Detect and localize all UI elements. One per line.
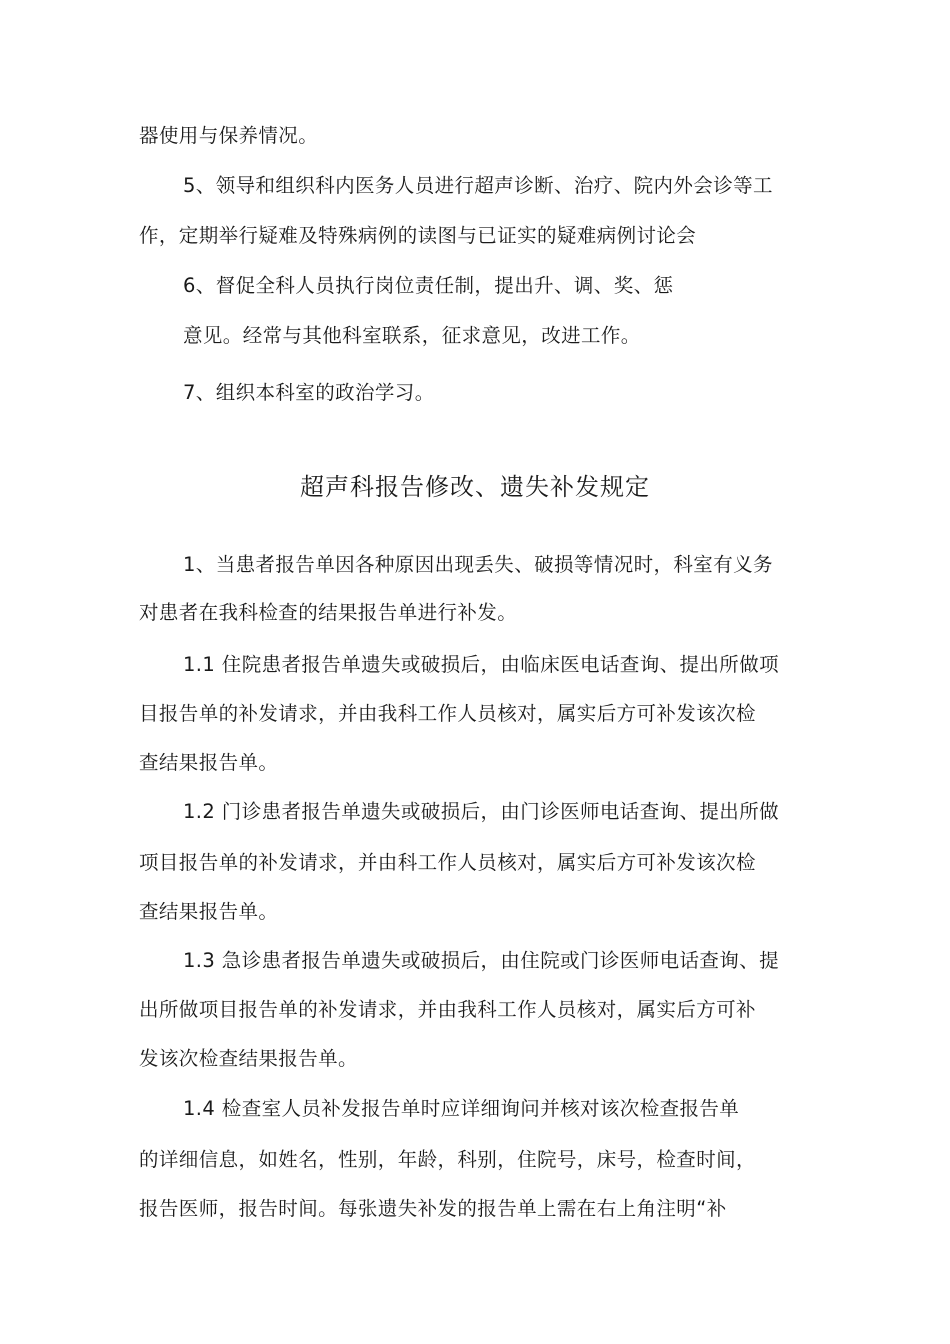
text-line: 意见。经常与其他科室联系，征求意见，改进工作。 bbox=[183, 324, 641, 347]
text-line: 1.3 急诊患者报告单遗失或破损后，由住院或门诊医师电话查询、提 bbox=[183, 949, 780, 972]
text-line: 1、当患者报告单因各种原因出现丢失、破损等情况时，科室有义务 bbox=[183, 553, 773, 576]
text-line: 器使用与保养情况。 bbox=[139, 124, 319, 147]
text-line: 报告医师，报告时间。每张遗失补发的报告单上需在右上角注明“补 bbox=[139, 1197, 727, 1220]
text-line: 5、领导和组织科内医务人员进行超声诊断、治疗、院内外会诊等工 bbox=[183, 174, 773, 197]
text-line: 作，定期举行疑难及特殊病例的读图与已证实的疑难病例讨论会 bbox=[139, 224, 697, 247]
section-title: 超声科报告修改、遗失补发规定 bbox=[300, 473, 650, 501]
text-line: 查结果报告单。 bbox=[139, 751, 279, 774]
text-line: 查结果报告单。 bbox=[139, 900, 279, 923]
text-line: 出所做项目报告单的补发请求，并由我科工作人员核对，属实后方可补 bbox=[139, 998, 756, 1021]
text-line: 6、督促全科人员执行岗位责任制，提出升、调、奖、惩 bbox=[183, 274, 674, 297]
text-line: 项目报告单的补发请求，并由科工作人员核对，属实后方可补发该次检 bbox=[139, 851, 756, 874]
text-line: 7、组织本科室的政治学习。 bbox=[183, 381, 435, 404]
text-line: 1.2 门诊患者报告单遗失或破损后，由门诊医师电话查询、提出所做 bbox=[183, 800, 780, 823]
text-line: 发该次检查结果报告单。 bbox=[139, 1047, 358, 1070]
text-line: 1.4 检查室人员补发报告单时应详细询问并核对该次检查报告单 bbox=[183, 1097, 740, 1120]
text-line: 对患者在我科检查的结果报告单进行补发。 bbox=[139, 601, 518, 624]
text-line: 目报告单的补发请求，并由我科工作人员核对，属实后方可补发该次检 bbox=[139, 702, 756, 725]
text-line: 1.1 住院患者报告单遗失或破损后，由临床医电话查询、提出所做项 bbox=[183, 653, 780, 676]
text-line: 的详细信息，如姓名，性别，年龄，科别，住院号，床号，检查时间， bbox=[139, 1148, 756, 1171]
